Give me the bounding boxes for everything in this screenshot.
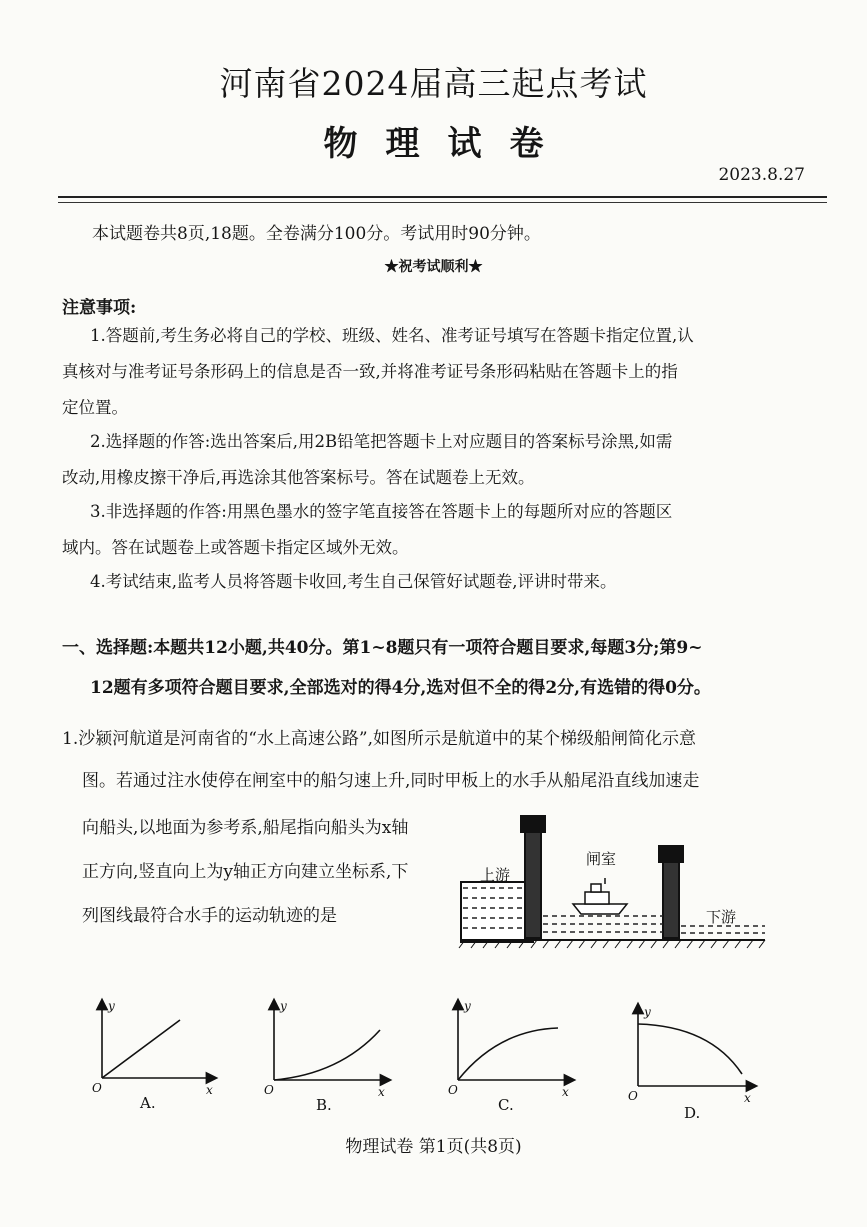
option-d-y-label: y (644, 1005, 651, 1019)
question-1-continued (82, 806, 452, 938)
notice-item-4-line1: 4.考试结束,监考人员将答题卡收回,考生自己保管好试题卷,评讲时带来。 (90, 572, 617, 591)
notice-item-4 (62, 564, 772, 600)
question-1-line3: 向船头,以地面为参考系,船尾指向船头为x轴 (82, 818, 409, 838)
option-a-x-label: x (206, 1083, 213, 1097)
notice-item-1-line2: 真核对与准考证号条形码上的信息是否一致,并将准考证号条形码粘贴在答题卡上的指 (62, 362, 678, 381)
question-1-line2: 图。若通过注水使停在闸室中的船匀速上升,同时甲板上的水手从船尾沿直线加速走 (82, 771, 700, 791)
question-1-line5: 列图线最符合水手的运动轨迹的是 (82, 906, 337, 926)
header-divider-thin (58, 202, 827, 203)
option-c-origin: O (448, 1083, 458, 1097)
option-b-graph[interactable] (274, 1004, 386, 1080)
question-1 (62, 718, 842, 802)
option-a-origin: O (92, 1081, 102, 1095)
exam-info: 本试题卷共8页,18题。全卷满分100分。考试用时90分钟。 (92, 224, 541, 244)
option-c-y-label: y (464, 999, 471, 1013)
notice-item-2-line1: 2.选择题的作答:选出答案后,用2B铅笔把答题卡上对应题目的答案标号涂黑,如需 (90, 432, 673, 451)
label-lock-chamber: 闸室 (586, 850, 617, 868)
label-downstream: 下游 (706, 908, 737, 926)
option-d-origin: O (628, 1089, 638, 1103)
ship-icon (573, 878, 627, 914)
section-heading-line1: 一、选择题:本题共12小题,共40分。第1~8题只有一项符合题目要求,每题3分;第9~ (62, 638, 703, 658)
label-upstream: 上游 (480, 866, 511, 884)
notice-item-1-line1: 1.答题前,考生务必将自己的学校、班级、姓名、准考证号填写在答题卡指定位置,认 (90, 326, 694, 345)
option-b-x-label: x (378, 1085, 385, 1099)
section-heading-line2: 12题有多项符合题目要求,全部选对的得4分,选对但不全的得2分,有选错的得0分。 (90, 678, 711, 698)
option-d-label[interactable]: D. (684, 1104, 701, 1122)
notice-item-1 (62, 318, 772, 426)
option-b-origin: O (264, 1083, 274, 1097)
notice-item-1-line3: 定位置。 (62, 398, 128, 417)
page-footer: 物理试卷 第1页(共8页) (345, 1137, 522, 1157)
option-b-label[interactable]: B. (316, 1096, 332, 1114)
option-a-y-label: y (108, 999, 115, 1013)
notice-heading: 注意事项: (62, 298, 137, 318)
option-c-label[interactable]: C. (498, 1096, 514, 1114)
answer-options (80, 996, 820, 1124)
wish-line: ★祝考试顺利★ (384, 259, 483, 275)
question-1-line1: 1.沙颍河航道是河南省的“水上高速公路”,如图所示是航道中的某个梯级船闸简化示意 (62, 729, 697, 749)
exam-date: 2023.8.27 (718, 165, 805, 185)
notice-item-2 (62, 424, 772, 496)
exam-title: 河南省2024届高三起点考试 (219, 64, 648, 103)
option-c-x-label: x (562, 1085, 569, 1099)
notice-item-3 (62, 494, 772, 566)
section-heading (62, 628, 842, 708)
question-1-line4: 正方向,竖直向上为y轴正方向建立坐标系,下 (82, 862, 409, 882)
option-c-graph[interactable] (458, 1004, 570, 1080)
option-d-graph[interactable] (638, 1008, 752, 1086)
notice-item-3-line1: 3.非选择题的作答:用黑色墨水的签字笔直接答在答题卡上的每题所对应的答题区 (90, 502, 673, 521)
option-d-x-label: x (744, 1091, 751, 1105)
option-a-label[interactable]: A. (140, 1094, 156, 1112)
header-divider (58, 196, 827, 198)
notice-item-3-line2: 域内。答在试题卷上或答题卡指定区域外无效。 (62, 538, 409, 557)
option-b-y-label: y (280, 999, 287, 1013)
subject-title: 物理试卷 (323, 124, 572, 164)
option-a-graph[interactable] (102, 1004, 212, 1078)
ship-lock-figure (455, 812, 775, 962)
notice-item-2-line2: 改动,用橡皮擦干净后,再选涂其他答案标号。答在试题卷上无效。 (62, 468, 535, 487)
